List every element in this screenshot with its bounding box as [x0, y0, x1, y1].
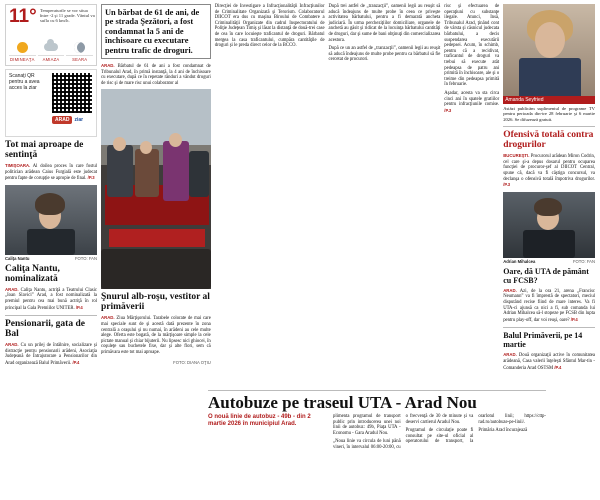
rail-story3-ref: /P.4 — [554, 364, 562, 370]
weather-slot-noon — [38, 39, 65, 62]
headline-rail-3[interactable]: Balul Primăverii, pe 14 martie — [503, 331, 583, 350]
weather-note: Temperaturile se vor situa între -2 şi 11 grade. Vântul va sufla cu 6 km/h. — [40, 8, 95, 24]
weather-slot-label: AMIAZA — [38, 55, 65, 62]
headline-story2[interactable]: Caliţa Nantu, nominalizată — [5, 263, 60, 284]
rail-story3-text: Două organizaţii active în comunitatea arădeană, Casa valerii înţeleşti Sfântul Mar-tin - Comanderia Arad OSTSM — [503, 353, 596, 371]
weather-widget — [5, 4, 97, 66]
brand-logo-secondary: ziar — [74, 117, 84, 123]
rail-story1-location: BUCUREŞTI. — [503, 153, 530, 159]
photo-caption-2 — [503, 258, 595, 264]
martisor-location: ARAD. — [101, 315, 115, 321]
col3-paragraph: Direcţiei de Investigare a Infracţionalităţii Infracţiunilor de Criminalitate Organizată şi Terorism. Colaboratorul DIICOT era dus cu maşina Biroului de Combatere a Criminalităţii Organizate din cadrul Inspectoratului de Poliţie Judeţean Timiş şi lăsat la distanţă de două-trei case de cea în care locuieşte traficantul de droguri. Bărbatul mergea la casa traficantului, cumpăra cantităţile de droguri şi le preda direct celor de la BCCO. — [214, 4, 325, 49]
rail-story2-ref: /P.4 — [570, 316, 578, 322]
ad-text: Astăzi publicăm suplimentul de programe TV pentru perioada din-tre 28 februarie şi 6 martie 2026. Se difuzează gratuit. — [503, 106, 595, 122]
story2-text: Caliţa Nantu, actriţă a Teatrului Clasic „Ioan Slavici” Arad, a fost nominalizată la premiul pentru cea mai bună actriţă în rol principal la Gala Premiilor UNITER. — [5, 287, 97, 311]
rail-story2-text: Azi, de la ora 21, arena „Francisc Neumann” va fi împrestă de spectatori, meciul disputând recise fiind de mare interes. Va fi UTA-ci ajunsă ca nici a fi, sub comanda lui Adrian Mihalcea să-l stopeze pe FCSB din lupta pentru play-off, dar voi reuşi, oare? — [503, 288, 595, 323]
qr-code[interactable] — [52, 73, 92, 113]
story2-location: ARAD. — [5, 286, 19, 292]
column-two — [101, 4, 211, 496]
divider — [503, 327, 595, 328]
col5-paragraph-1: risc şi efectuarea de operaţiuni cu substanţe ilegale. Atunci, Insă, Tribunalul Arad, ţinând cont de vârsta şi căsnicul judecata bărbatului, a decis suspendarea executării pedepsei. Acum, în schimb, pentru că a recidivat, traficantul de droguri va trebui să execute atât pedeapsa de patru ani primită în închisoare, ale şi o treime din pedeapsa primită în februarie. — [444, 4, 500, 88]
bus-paragraph-3: Programul de circulaţie poate fi consultat pe site-ul oficial al operatorului de transport, la orarlotul linii; https://cttp-rad.ro/autobuze-pe-linii/. — [405, 414, 546, 445]
weather-slot-evening — [66, 39, 93, 62]
weather-slot-label: SEARA — [66, 55, 93, 62]
rail-story1-body — [503, 153, 595, 189]
martisor-text: Ziua Mărţişorului. Tarabele colorate de mai care mai speciale sunt de şi acestă dată prezente în zona centrală a oraşului şi nu numai, în arădeni au cele multe alege. Oferta este bogată, de la mărţişoare simple la cele pictate manual şi chiar bijuterii. Nu lipsesc nici ghiocei, în coşuleţe sau buchetele fixe, dar şi alte flori, sem că primăvara este tot mai aproape. — [101, 316, 211, 355]
story3-text: Cu un prilej de întâlnire, socializare şi distracţie pentru pensionarii arădeni, Asociaţia Judeţeană de Întrajutorare a Pensionarilor din Arad organizează Balul Primăverii. — [5, 343, 97, 366]
wide-bottom-package — [208, 386, 546, 451]
qr-promo[interactable] — [5, 69, 97, 137]
rail-story1-text: Procurorul arădean Miron Codrin, cel care şi-a depus dosarul pentru ocuparea funcţiei de procuror-şef al DIICOT Central, spune că, dacă va fi câştiga concursul, va declanşa o ofensivă totală împotriva drogurilor. — [503, 154, 596, 182]
rail-story2-location: ARAD. — [503, 287, 517, 293]
headline-rail-1[interactable]: Ofensivă totală contra drogurilor — [503, 130, 594, 151]
headline-bus-route[interactable]: Autobuze pe traseul UTA - Arad Nou — [208, 393, 477, 412]
photo-credit-martisor: FOTO: DIANA OŢIU — [173, 359, 211, 365]
lead-boxed-headline[interactable]: Un bărbat de 61 de ani, de pe strada Şezători, a fost condamnat la 5 ani de închisoare cu executare pentru trafic de droguri. — [101, 4, 211, 59]
story1-location: TIMIŞOARA. — [5, 163, 31, 168]
story1-text: Al doilea proces în care fostul politician arădean Caius Furgială este judecat pentru fapte de corupţie se apropie de final. — [5, 164, 97, 182]
bus-paragraph-2: „Noua linie va circula de luni până vineri, în intervalul 06:00-20:00, cu o frecvenţă de 30 de minute şi va deservi cartierul Aradul Nou. — [333, 414, 474, 450]
col5-ref: /P.3 — [444, 107, 452, 113]
col2-lead-body — [101, 63, 211, 86]
caption-name: Adrian Mihalcea — [503, 258, 536, 264]
column-left — [5, 4, 97, 496]
weather-slots — [9, 39, 93, 62]
bus-route-kicker: O nouă linie de autobuz - 49b - din 2 martie 2026 în municipiul Arad. — [208, 414, 311, 427]
moon-icon — [66, 39, 93, 55]
divider — [503, 126, 595, 127]
story1-ref: /P.3 — [87, 175, 95, 181]
sun-icon — [9, 39, 36, 55]
rail-story2-body — [503, 288, 595, 324]
weather-slot-label: DIMINEAŢA — [10, 57, 35, 62]
col2-paragraph: Bărbatul de 61 de ani a fost condamnat de Tribunalul Arad, în primă instanţă, la 4 ani de închisoare cu executare, după ce în repetate rânduri a vândut droguri de risc şi de mare risc unui colaborator al — [101, 64, 211, 86]
photo-martisor-market — [101, 89, 211, 289]
bus-route-body — [333, 414, 546, 451]
col2-location: ARAD. — [101, 63, 115, 69]
divider — [5, 315, 97, 316]
bus-paragraph-1: plimenta programul de transport public prin introducerea unei noi linii de autobuz: 49b, Piaţa UTA - Economu - Gara Aradul Nou. — [333, 414, 401, 436]
story2-body — [5, 287, 97, 311]
headline-rail-2[interactable]: Oare, dă UTA de pământ cu FCSB? — [503, 266, 589, 285]
weather-slot-morning — [9, 39, 36, 62]
col4-paragraph-2: După ce un an astfel de „tranzacţii”, oamenii legii au reuşit să aducă îndeajuns de multe probe pentru ca bărbatul să fie cercetat de procurori. — [328, 46, 441, 63]
photo-calita-nantu — [5, 185, 97, 255]
col4-paragraph-1: După trei astfel de „tranzacţii”, oamenii legii au reuşit să aducă îndeajuns de multe probe în ceea ce priveşte activitatea bărbatului, pentru a fi demarată ancheta judiciară. În urma percheziţiilor domiciliare, organele de anchetă au găsit şi ridicat de la locuinţa bărbatului cantităţi de droguri, dar şi sume de bani obţinuţi din comercializarea acestora. — [328, 4, 441, 43]
story3-body — [5, 342, 97, 366]
ad-caption: Amanda Seyfried — [503, 96, 595, 104]
qr-promo-text: Scanaţi QR pentru a avea acces la ziar — [9, 73, 40, 91]
story1-body — [5, 163, 97, 182]
caption-credit: FOTO: FAN — [74, 255, 97, 261]
rail-story1-ref: /P.3 — [503, 182, 511, 188]
headline-martisor[interactable]: Şnurul alb-roşu, vestitor al primăverii — [101, 292, 210, 313]
headline-story3[interactable]: Pensionarii, gata de Bal — [5, 319, 85, 340]
tv-supplement-ad[interactable] — [503, 4, 595, 104]
story3-location: ARAD. — [5, 342, 19, 348]
story2-ref: /P.4 — [75, 304, 83, 310]
headline-story1[interactable]: Tot mai aproape de sentinţă — [5, 140, 84, 160]
rail-story3-location: ARAD. — [503, 352, 517, 358]
caption-name: Caliţa Nantu — [5, 255, 30, 261]
cloud-icon — [38, 39, 65, 55]
rail-story3-body — [503, 352, 595, 371]
caption-credit: FOTO: FAN — [572, 258, 595, 264]
photo-adrian-mihalcea — [503, 192, 595, 258]
story3-ref: /P.4 — [72, 359, 80, 365]
brand-logo-primary: ARAD — [52, 116, 72, 124]
col5-paragraph-2: Aşadar, acesta va sta circa cinci ani în spatele gratiilor pentru infracţiunile comise. /P.3 — [444, 90, 500, 113]
divider — [208, 390, 546, 391]
martisor-body — [101, 315, 211, 355]
photo-caption-1 — [5, 255, 97, 261]
weather-temperature: 11° — [9, 6, 37, 27]
bus-paragraph-4: Primăria Arad încurajează — [478, 428, 528, 434]
promo-logos — [52, 116, 92, 124]
